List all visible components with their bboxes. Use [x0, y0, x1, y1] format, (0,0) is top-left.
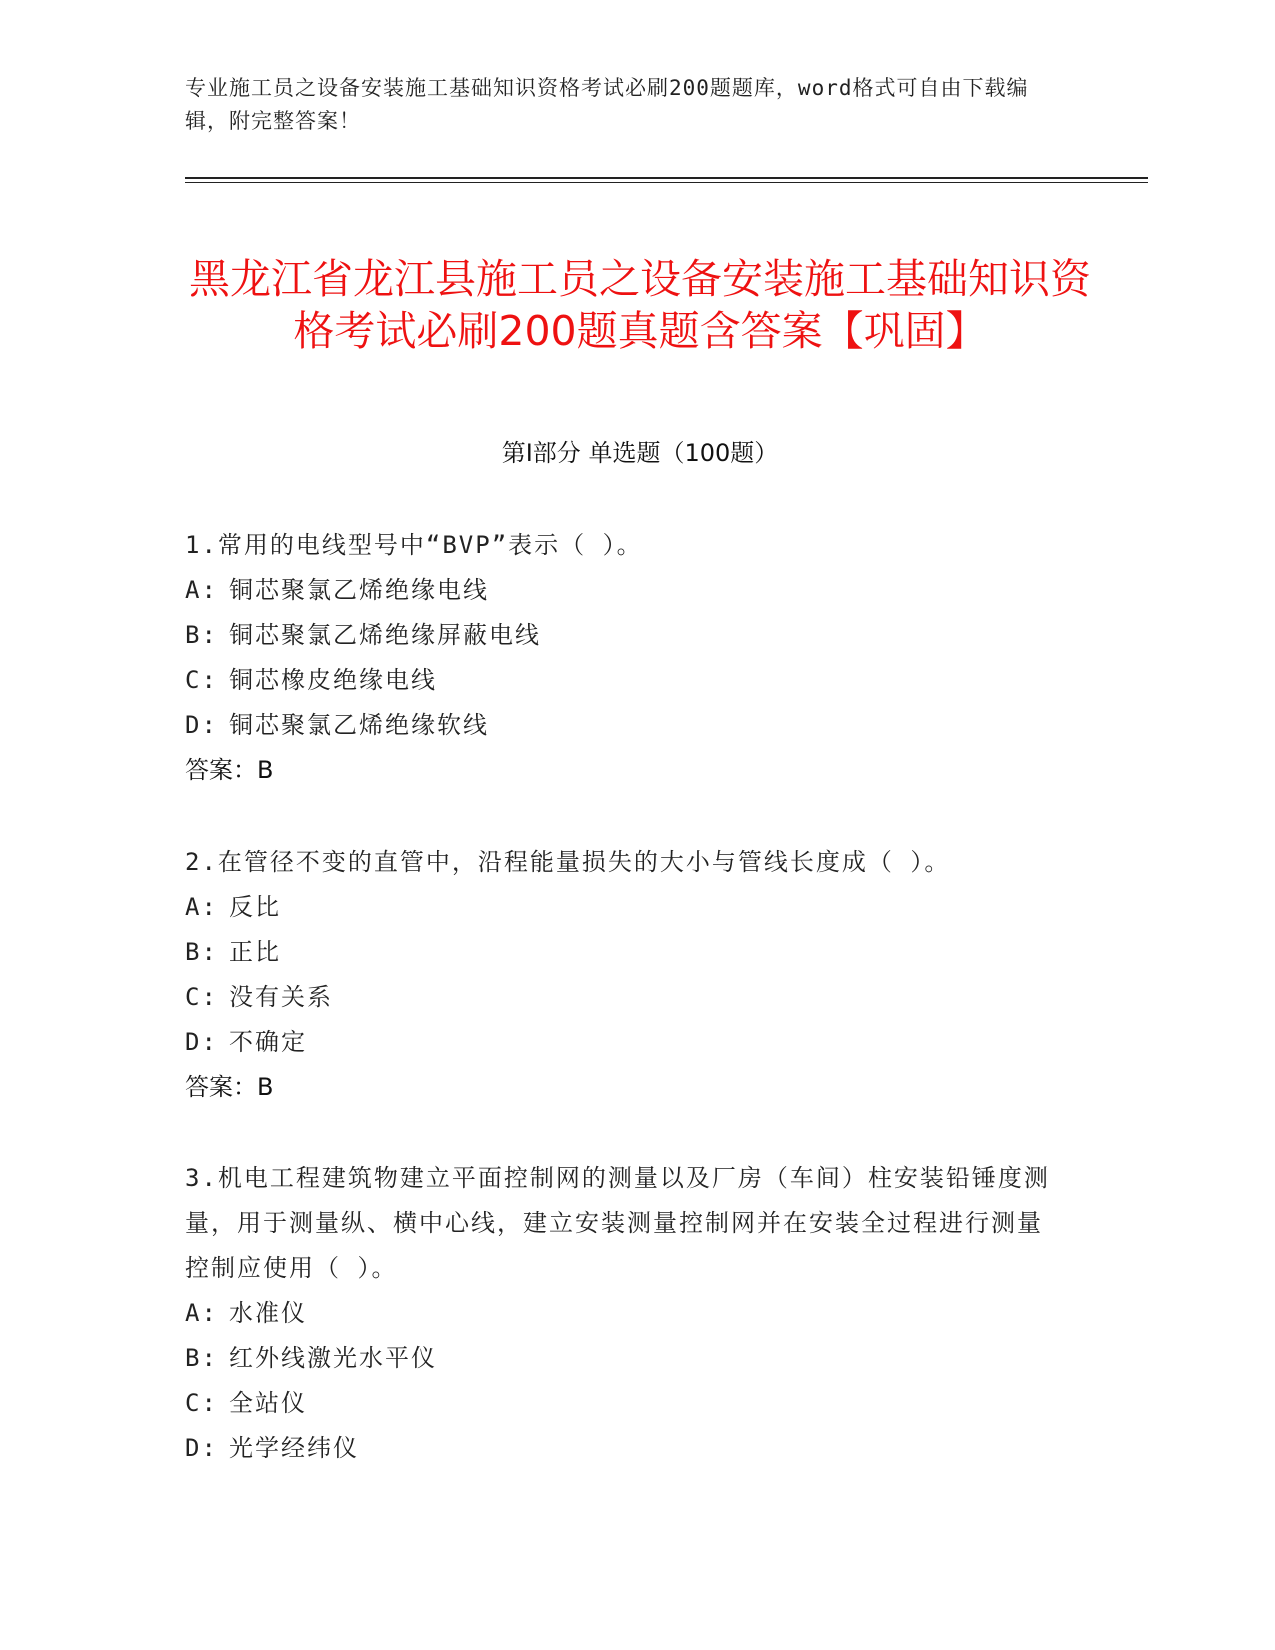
option-a	[185, 1291, 1065, 1336]
question-stem: 2.在管径不变的直管中，沿程能量损失的大小与管线长度成（ ）。	[185, 848, 951, 876]
option-d	[185, 703, 1065, 748]
option-key: A:	[185, 1299, 218, 1327]
option-key: A:	[185, 576, 218, 604]
option-key: D:	[185, 1028, 218, 1056]
option-b	[185, 930, 1065, 975]
option-key: C:	[185, 1389, 218, 1417]
header-rule-thick	[185, 177, 1148, 179]
option-text: 铜芯聚氯乙烯绝缘软线	[229, 711, 489, 739]
option-text: 全站仪	[229, 1389, 307, 1417]
question-2	[185, 840, 1065, 1110]
answer: 答案：B	[185, 756, 274, 784]
option-text: 铜芯聚氯乙烯绝缘屏蔽电线	[229, 621, 541, 649]
option-text: 铜芯聚氯乙烯绝缘电线	[229, 576, 489, 604]
header-note: 专业施工员之设备安装施工基础知识资格考试必刷200题题库，word格式可自由下载编辑，附完整答案！	[185, 76, 1029, 133]
option-text: 正比	[229, 938, 281, 966]
question-stem: 1.常用的电线型号中“BVP”表示（ ）。	[185, 531, 643, 559]
option-c	[185, 658, 1065, 703]
question-1	[185, 523, 1065, 793]
option-key: A:	[185, 893, 218, 921]
option-key: C:	[185, 666, 218, 694]
option-text: 反比	[229, 893, 281, 921]
question-stem: 3.机电工程建筑物建立平面控制网的测量以及厂房（车间）柱安装铅锤度测量，用于测量纵、横中心线，建立安装测量控制网并在安装全过程进行测量控制应使用（ ）。	[185, 1164, 1050, 1282]
option-key: D:	[185, 1434, 218, 1462]
option-key: D:	[185, 711, 218, 739]
option-d	[185, 1020, 1065, 1065]
option-text: 没有关系	[229, 983, 333, 1011]
option-a	[185, 568, 1065, 613]
option-d	[185, 1426, 1065, 1471]
option-b	[185, 1336, 1065, 1381]
option-b	[185, 613, 1065, 658]
document-title: 黑龙江省龙江县施工员之设备安装施工基础知识资格考试必刷200题真题含答案【巩固】	[189, 255, 1091, 356]
option-text: 铜芯橡皮绝缘电线	[229, 666, 437, 694]
option-text: 红外线激光水平仪	[229, 1344, 437, 1372]
question-3	[185, 1156, 1065, 1471]
option-key: C:	[185, 983, 218, 1011]
option-text: 水准仪	[229, 1299, 307, 1327]
section-heading: 第Ⅰ部分 单选题（100题）	[501, 439, 779, 467]
header-rule-thin	[185, 182, 1148, 183]
option-key: B:	[185, 1344, 218, 1372]
option-key: B:	[185, 621, 218, 649]
option-text: 光学经纬仪	[229, 1434, 359, 1462]
option-text: 不确定	[229, 1028, 307, 1056]
option-c	[185, 975, 1065, 1020]
option-key: B:	[185, 938, 218, 966]
option-c	[185, 1381, 1065, 1426]
answer: 答案：B	[185, 1073, 274, 1101]
option-a	[185, 885, 1065, 930]
